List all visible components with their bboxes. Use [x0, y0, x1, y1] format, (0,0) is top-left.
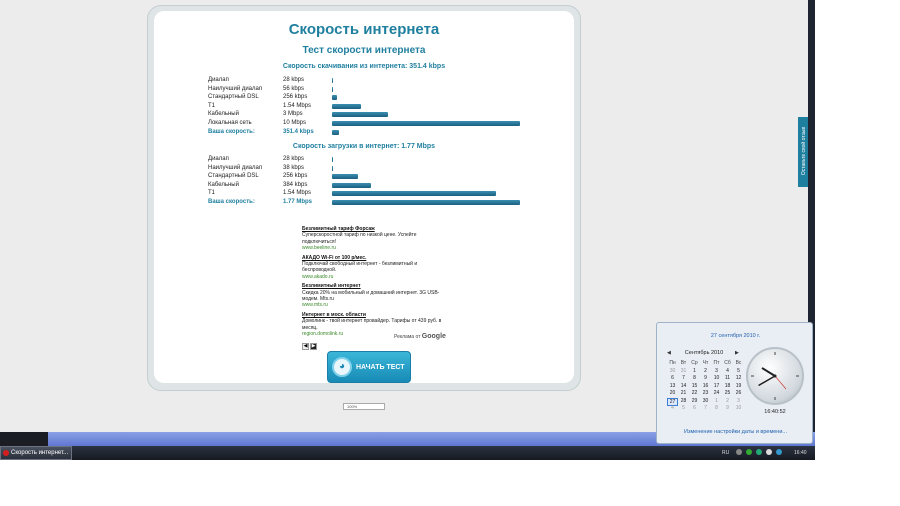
feedback-tab-label: Оставьте свой отзыв	[801, 126, 807, 176]
download-row-label: Стандартный DSL	[208, 94, 259, 101]
calendar-day[interactable]: 15	[691, 382, 698, 389]
calendar-day[interactable]: 16	[702, 382, 709, 389]
calendar-day[interactable]: 30	[669, 367, 676, 374]
speedtest-panel	[154, 11, 574, 383]
download-row-value: 1.54 Mbps	[283, 102, 312, 109]
download-row-label: Диалап	[208, 77, 229, 83]
start-test-label: НАЧАТЬ ТЕСТ	[356, 364, 405, 371]
download-row-bar	[332, 87, 333, 92]
upload-row-label: Диалап	[208, 156, 229, 162]
calendar-week-row	[667, 383, 745, 391]
ad-url[interactable]: www.mts.ru	[302, 302, 328, 309]
calendar-day[interactable]: 8	[693, 375, 696, 381]
calendar-day[interactable]: 3	[715, 367, 718, 374]
ad-text: Подключай свободный интернет - безлимитный и беспроводной.	[302, 261, 418, 274]
calendar-day[interactable]: 7	[682, 375, 685, 381]
download-row-label: Кабельный	[208, 111, 239, 118]
date-time-settings-link[interactable]: Изменение настройки даты и времени...	[684, 429, 787, 435]
download-row-bar	[332, 78, 333, 83]
calendar-day[interactable]: 20	[669, 390, 676, 396]
network-icon[interactable]	[746, 449, 752, 455]
calendar-day[interactable]: 13	[669, 382, 676, 389]
calendar-day[interactable]: 11	[724, 375, 731, 381]
download-row-value: 256 kbps	[283, 94, 308, 101]
download-row-label: T1	[208, 102, 216, 109]
calendar-day[interactable]: 29	[691, 397, 698, 404]
taskbar-item-opera[interactable]	[0, 446, 72, 460]
page-title: Скорость интернета	[288, 21, 440, 38]
calendar-weekday: Вс	[735, 360, 742, 366]
analog-clock	[746, 347, 804, 405]
calendar-weekday: Вт	[680, 360, 687, 366]
calendar-day[interactable]: 14	[680, 382, 687, 389]
download-row-value: 56 kbps	[283, 85, 305, 92]
calendar-week-row	[667, 368, 745, 376]
upload-row-label: T1	[208, 190, 216, 197]
taskbar-item-label: Скорость интернет...	[11, 450, 69, 456]
calendar-day[interactable]: 4	[726, 367, 729, 374]
upload-heading: Скорость загрузки в интернет: 1.77 Mbps	[292, 143, 436, 150]
ads-by-google[interactable]	[394, 333, 446, 340]
upload-row-value: 28 kbps	[283, 156, 305, 162]
download-heading: Скорость скачивания из интернета: 351.4 kbps	[282, 63, 446, 70]
calendar-day[interactable]: 21	[680, 390, 687, 396]
upload-row-label: Кабельный	[208, 181, 239, 188]
calendar-grid	[667, 360, 745, 413]
upload-row-bar	[332, 166, 333, 171]
volume-icon[interactable]	[766, 449, 772, 455]
download-row-bar	[332, 104, 361, 109]
ad-text: Скидка 20% на мобильный и домашний интернет. 3G USB-модем. Mts.ru	[302, 289, 440, 303]
ad-next-button[interactable]: ▶	[311, 343, 316, 349]
calendar-day[interactable]: 6	[693, 405, 696, 411]
ad-title[interactable]: АКАДО Wi-Fi от 100 р/мес.	[302, 254, 367, 261]
calendar-day[interactable]: 10	[713, 375, 720, 381]
upload-row-bar	[332, 157, 333, 162]
upload-row-bar	[332, 191, 496, 196]
calendar-prev-icon[interactable]: ◀	[667, 350, 671, 356]
download-row-label: Ваша скорость:	[208, 128, 255, 135]
calendar-day[interactable]: 1	[715, 397, 718, 404]
calendar-weekday: Пт	[713, 360, 720, 366]
calendar-week-row	[667, 375, 745, 383]
download-row-value: 28 kbps	[283, 77, 305, 83]
speedometer-icon: ◕	[332, 357, 352, 377]
calendar-day[interactable]: 18	[724, 382, 731, 389]
ad-url[interactable]: region.domolink.ru	[302, 331, 344, 338]
ad-title[interactable]: Безлимитный тариф Форсаж	[302, 226, 375, 232]
calendar-week-row	[667, 405, 745, 413]
calendar-day[interactable]: 5	[682, 405, 685, 411]
calendar-day[interactable]: 12	[735, 375, 742, 381]
upload-row-value: 38 kbps	[283, 164, 305, 171]
start-area	[0, 432, 48, 446]
ad-block	[302, 226, 442, 341]
upload-row-value: 256 kbps	[283, 173, 308, 180]
calendar-popup	[656, 322, 813, 444]
security-icon[interactable]	[756, 449, 762, 455]
upload-row-value: 1.54 Mbps	[283, 190, 312, 197]
calendar-day[interactable]: 28	[680, 397, 687, 404]
calendar-week-row	[667, 390, 745, 398]
calendar-day[interactable]: 9	[704, 375, 707, 381]
ad-pager	[302, 334, 318, 349]
download-row-label: Наилучший диалап	[208, 85, 263, 92]
calendar-full-date[interactable]: 27 сентября 2010 г.	[710, 333, 761, 339]
calendar-day[interactable]: 4	[671, 405, 674, 411]
speedtest-card	[147, 5, 581, 391]
calendar-day[interactable]: 6	[671, 375, 674, 381]
download-row-value: 10 Mbps	[283, 120, 307, 126]
ad-item[interactable]	[302, 283, 442, 309]
google-brand: Google	[421, 333, 446, 340]
upload-row-bar	[332, 183, 371, 188]
calendar-day[interactable]: 19	[735, 382, 742, 389]
download-row-label: Локальная сеть	[208, 120, 252, 126]
ad-title[interactable]: Интернет в моск. области	[302, 311, 366, 318]
upload-row-value: 384 kbps	[283, 181, 308, 188]
calendar-day[interactable]: 7	[704, 405, 707, 411]
calendar-month[interactable]: Сентябрь 2010	[684, 350, 724, 356]
calendar-weekday: Ср	[691, 360, 698, 366]
clock-face-icon	[748, 349, 802, 403]
start-test-button[interactable]	[327, 351, 411, 383]
ad-prev-button[interactable]: ◀	[303, 343, 308, 349]
calendar-day[interactable]: 24	[713, 390, 720, 396]
calendar-day[interactable]: 22	[691, 390, 698, 396]
ad-title[interactable]: Безлимитный интернет	[302, 283, 361, 290]
download-row-bar	[332, 112, 388, 117]
calendar-day[interactable]: 5	[737, 367, 740, 374]
calendar-day[interactable]: 8	[715, 405, 718, 411]
opera-icon	[3, 450, 9, 456]
upload-row-bar	[332, 174, 358, 179]
ad-item[interactable]	[302, 226, 442, 252]
upload-row-bar	[332, 200, 520, 205]
calendar-day[interactable]: 26	[735, 390, 742, 396]
upload-row-label: Ваша скорость:	[208, 199, 255, 205]
ad-url[interactable]: www.akado.ru	[302, 273, 334, 280]
calendar-weekday: Сб	[724, 360, 731, 366]
calendar-day[interactable]: 2	[704, 367, 707, 374]
calendar-day[interactable]: 17	[713, 382, 720, 389]
calendar-week-row	[667, 398, 745, 406]
calendar-day[interactable]: 10	[735, 405, 742, 411]
download-row-bar	[332, 121, 520, 126]
ad-text: Домолинк - твой интернет провайдер. Тарифы от 439 руб. в месяц.	[302, 318, 442, 331]
calendar-day[interactable]: 3	[737, 397, 740, 404]
page-subtitle: Тест скорости интернета	[302, 45, 426, 56]
calendar-day[interactable]: 31	[680, 367, 687, 374]
zoom-select[interactable]: 100%	[343, 403, 385, 410]
calendar-weekday-row	[667, 360, 745, 368]
upload-row-label: Наилучший диалап	[208, 164, 263, 171]
calendar-day[interactable]: 25	[724, 390, 731, 396]
taskbar	[0, 446, 815, 460]
ad-text: Суперскоростной тариф по низкой цене. Успейте подключиться!	[302, 232, 417, 245]
tray-clock[interactable]: 16:40	[794, 450, 807, 456]
calendar-weekday: Чт	[702, 360, 709, 366]
calendar-day[interactable]: 23	[702, 390, 709, 396]
calendar-day[interactable]: 1	[693, 367, 696, 374]
calendar-weekday: Пн	[669, 360, 676, 366]
download-row-value: 351.4 kbps	[283, 128, 314, 135]
upload-row-label: Стандартный DSL	[208, 173, 259, 180]
download-row-value: 3 Mbps	[283, 111, 303, 118]
ads-by-label: Реклама от	[394, 334, 421, 340]
language-indicator[interactable]: RU	[722, 450, 730, 456]
ad-item[interactable]	[302, 255, 442, 281]
calendar-day[interactable]: 27	[667, 398, 678, 406]
calendar-day[interactable]: 30	[702, 397, 709, 404]
tray-icon[interactable]	[736, 449, 742, 455]
download-row-bar	[332, 95, 337, 100]
download-row-bar	[332, 130, 339, 135]
upload-row-value: 1.77 Mbps	[283, 199, 313, 205]
calendar-next-icon[interactable]: ▶	[735, 350, 739, 356]
power-icon[interactable]	[776, 449, 782, 455]
calendar-day[interactable]: 9	[726, 405, 729, 411]
ad-url[interactable]: www.beeline.ru	[302, 245, 336, 252]
calendar-day[interactable]: 2	[726, 397, 729, 404]
clock-time: 16:40:52	[764, 409, 786, 415]
